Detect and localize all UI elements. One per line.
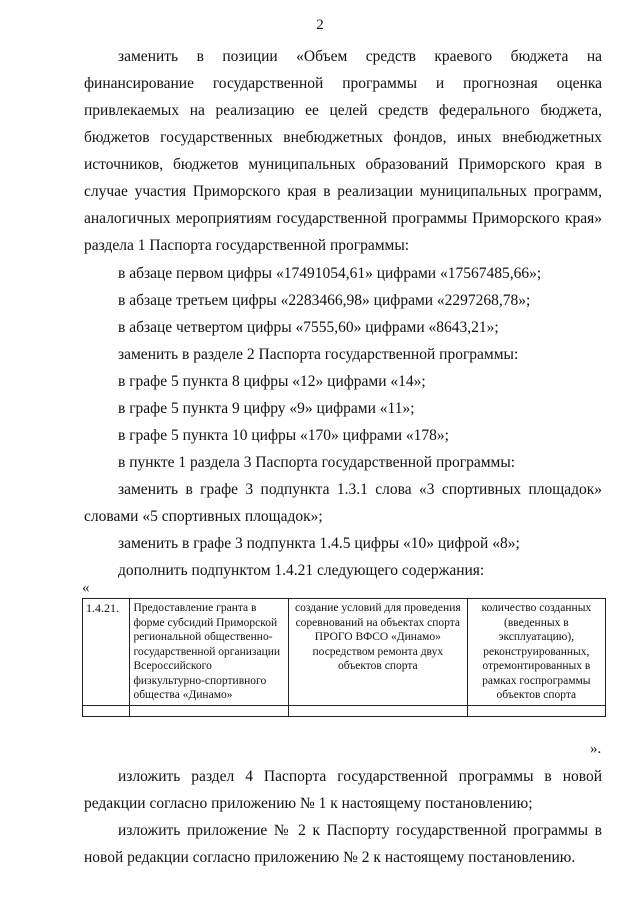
table-cell-measure: Предоставление гранта в форме субсидий Приморской региональной общественно-государственной организации Всероссийского физкультурно-спортивного общества «Динамо» xyxy=(130,599,289,706)
para3-line-1: изложить раздел 4 Паспорта государственной программы в новой xyxy=(118,768,602,785)
para1-line-2: финансирование государственной программы и прогнозная оценка xyxy=(84,75,602,92)
amend-line-3: в абзаце четвертом цифры «7555,60» цифрами «8643,21»; xyxy=(118,319,499,336)
table-row xyxy=(83,599,606,706)
para1-line-4: бюджетов государственных внебюджетных фондов, иных внебюджетных xyxy=(84,129,602,146)
amend-line-6: в графе 5 пункта 9 цифру «9» цифрами «11»; xyxy=(118,400,415,417)
add-line: дополнить подпунктом 1.4.21 следующего содержания: xyxy=(118,562,485,579)
amend-line-4: заменить в разделе 2 Паспорта государственной программы: xyxy=(118,346,519,363)
subitem-table xyxy=(82,598,606,717)
table-cell-indicator: количество созданных (введенных в эксплуатацию), реконструированных, отремонтированных в рамках госпрограммы объектов спорта xyxy=(467,599,605,706)
amend-line-5: в графе 5 пункта 8 цифры «12» цифрами «14»; xyxy=(118,373,426,390)
amend-line-8: в пункте 1 раздела 3 Паспорта государственной программы: xyxy=(118,454,516,471)
table-cell-number: 1.4.21. xyxy=(83,599,130,706)
para1-line-5: источников, бюджетов муниципальных образований Приморского края в xyxy=(84,156,602,173)
table-row-spacer xyxy=(83,705,606,716)
amend-line-2: в абзаце третьем цифры «2283466,98» цифрами «2297268,78»; xyxy=(118,292,531,309)
amend-line-7: в графе 5 пункта 10 цифры «170» цифрами «178»; xyxy=(118,427,449,444)
table-cell-result: создание условий для проведения соревнований на объектах спорта ПРОГО ВФСО «Динамо» посредством ремонта двух объектов спорта xyxy=(288,599,467,706)
page-number: 2 xyxy=(316,17,324,33)
para1-line-6: случае участия Приморского края в реализации муниципальных программ, xyxy=(84,183,602,200)
amend-line-1: в абзаце первом цифры «17491054,61» цифрами «17567485,66»; xyxy=(118,265,542,282)
para1-line-3: привлекаемых на реализацию ее целей средств федерального бюджета, xyxy=(84,102,602,119)
para4-line-1: изложить приложение № 2 к Паспорту государственной программы в xyxy=(118,822,602,839)
replace-line: заменить в графе 3 подпункта 1.4.5 цифры «10» цифрой «8»; xyxy=(118,535,520,552)
quote-open: « xyxy=(82,580,90,596)
para4-line-2: новой редакции согласно приложению № 2 к настоящему постановлению. xyxy=(84,849,576,866)
para2-line-1: заменить в графе 3 подпункта 1.3.1 слова «3 спортивных площадок» xyxy=(118,481,602,498)
para1-line-8: раздела 1 Паспорта государственной программы: xyxy=(84,237,410,254)
para2-line-2: словами «5 спортивных площадок»; xyxy=(84,508,323,525)
para1-line-7: аналогичных мероприятиям государственной программы Приморского края» xyxy=(84,210,602,227)
quote-close: ». xyxy=(590,741,602,757)
para1-line-1: заменить в позиции «Объем средств краевого бюджета на xyxy=(118,48,602,65)
para3-line-2: редакции согласно приложению № 1 к настоящему постановлению; xyxy=(84,795,533,812)
